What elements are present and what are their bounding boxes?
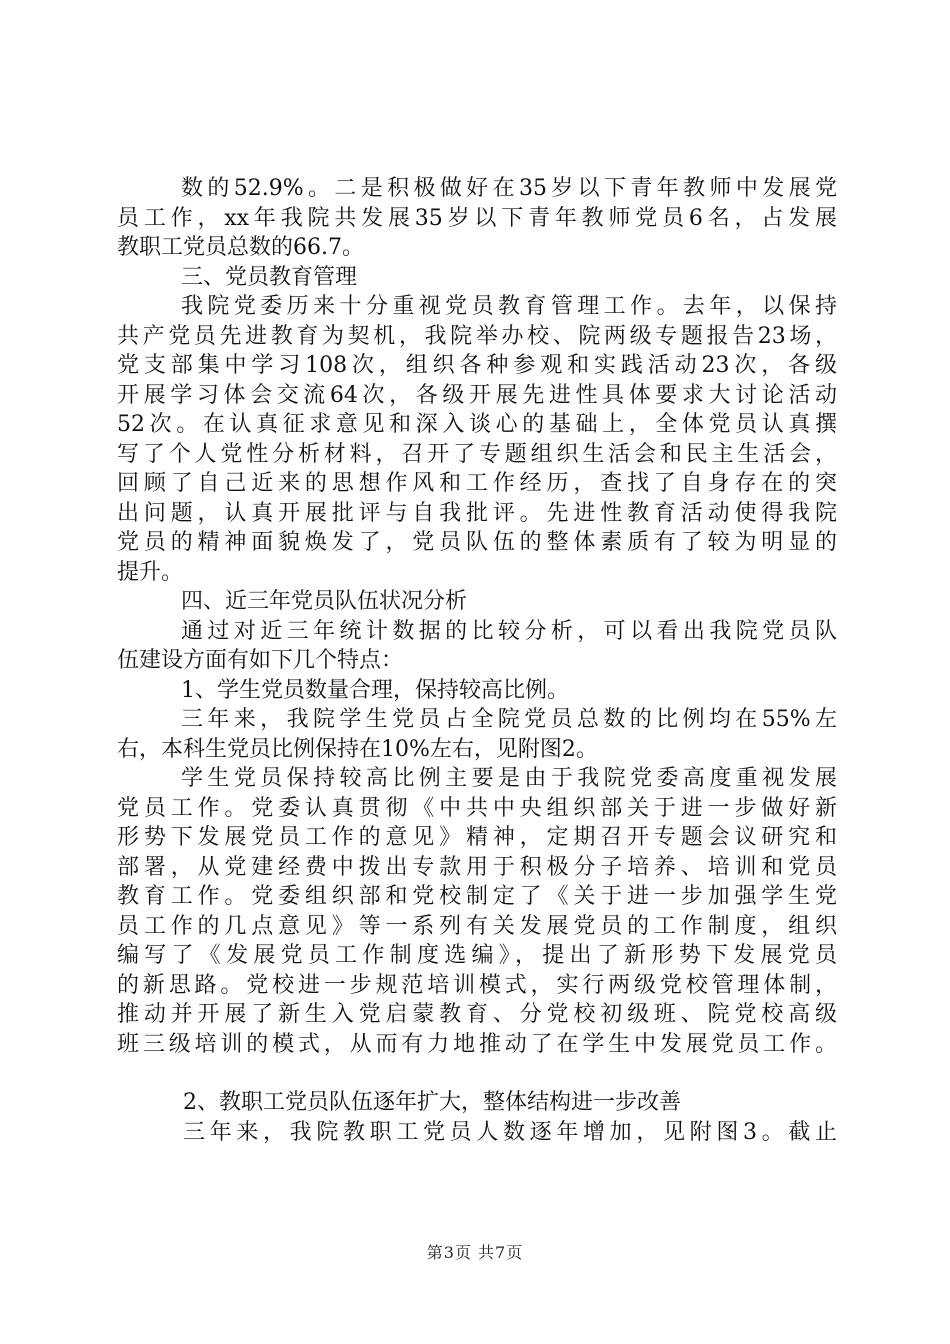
paragraph-line: 我院党委历来十分重视党员教育管理工作。去年，以保持	[181, 294, 837, 319]
paragraph-line: 员工作，xx年我院共发展35岁以下青年教师党员6名，占发展	[117, 205, 837, 231]
section-heading: 三、党员教育管理	[181, 264, 358, 290]
paragraph-line: 通过对近三年统计数据的比较分析，可以看出我院党员队	[181, 618, 837, 644]
paragraph-line: 提升。	[117, 559, 184, 585]
paragraph-line: 部署，从党建经费中拨出专款用于积极分子培养、培训和党员	[117, 854, 837, 880]
paragraph-line: 共产党员先进教育为契机，我院举办校、院两级专题报告23场，	[117, 323, 837, 349]
paragraph-line: 的新思路。党校进一步规范培训模式，实行两级党校管理体制，	[117, 972, 837, 998]
paragraph-line: 教育工作。党委组织部和党校制定了《关于进一步加强学生党	[117, 884, 837, 909]
paragraph-line: 回顾了自己近来的思想作风和工作经历，查找了自身存在的突	[117, 471, 837, 496]
paragraph-line: 党支部集中学习108次，组织各种参观和实践活动23次，各级	[117, 353, 837, 378]
body-text	[117, 174, 837, 1147]
subsection-heading: 1、学生党员数量合理，保持较高比例。	[181, 677, 569, 703]
paragraph-line: 52次。在认真征求意见和深入谈心的基础上，全体党员认真撰	[117, 412, 837, 437]
paragraph-line: 编写了《发展党员工作制度选编》，提出了新形势下发展党员	[117, 943, 837, 968]
page-number-footer: 第3页 共7页	[426, 1243, 524, 1262]
paragraph-line: 三年来，我院学生党员占全院党员总数的比例均在55%左	[181, 707, 837, 732]
subsection-heading: 2、教职工党员队伍逐年扩大，整体结构进一步改善	[183, 1090, 681, 1115]
paragraph-line: 教职工党员总数的66.7。	[117, 235, 364, 260]
paragraph-gap	[117, 1059, 837, 1088]
paragraph-line: 党员工作。党委认真贯彻《中共中央组织部关于进一步做好新	[117, 795, 837, 821]
paragraph-line: 写了个人党性分析材料，召开了专题组织生活会和民主生活会，	[117, 441, 837, 467]
paragraph-line: 员工作的几点意见》等一系列有关发展党员的工作制度，组织	[117, 913, 837, 939]
paragraph-line: 伍建设方面有如下几个特点：	[117, 648, 404, 673]
paragraph-line: 形势下发展党员工作的意见》精神，定期召开专题会议研究和	[117, 825, 837, 850]
paragraph-line: 三年来，我院教职工党员人数逐年增加，见附图3。截止	[183, 1119, 837, 1145]
paragraph-line: 右，本科生党员比例保持在10%左右，见附图2。	[117, 736, 598, 762]
section-heading: 四、近三年党员队伍状况分析	[181, 589, 468, 614]
paragraph-line: 数的52.9%。二是积极做好在35岁以下青年教师中发展党	[181, 176, 837, 201]
paragraph-line: 班三级培训的模式，从而有力地推动了在学生中发展党员工作。	[117, 1031, 837, 1057]
paragraph-line: 党员的精神面貌焕发了，党员队伍的整体素质有了较为明显的	[117, 530, 837, 555]
paragraph-line: 学生党员保持较高比例主要是由于我院党委高度重视发展	[181, 766, 837, 791]
paragraph-line: 推动并开展了新生入党启蒙教育、分党校初级班、院党校高级	[117, 1002, 837, 1027]
paragraph-line: 出问题，认真开展批评与自我批评。先进性教育活动使得我院	[117, 500, 837, 526]
paragraph-line: 开展学习体会交流64次，各级开展先进性具体要求大讨论活动	[117, 382, 837, 408]
